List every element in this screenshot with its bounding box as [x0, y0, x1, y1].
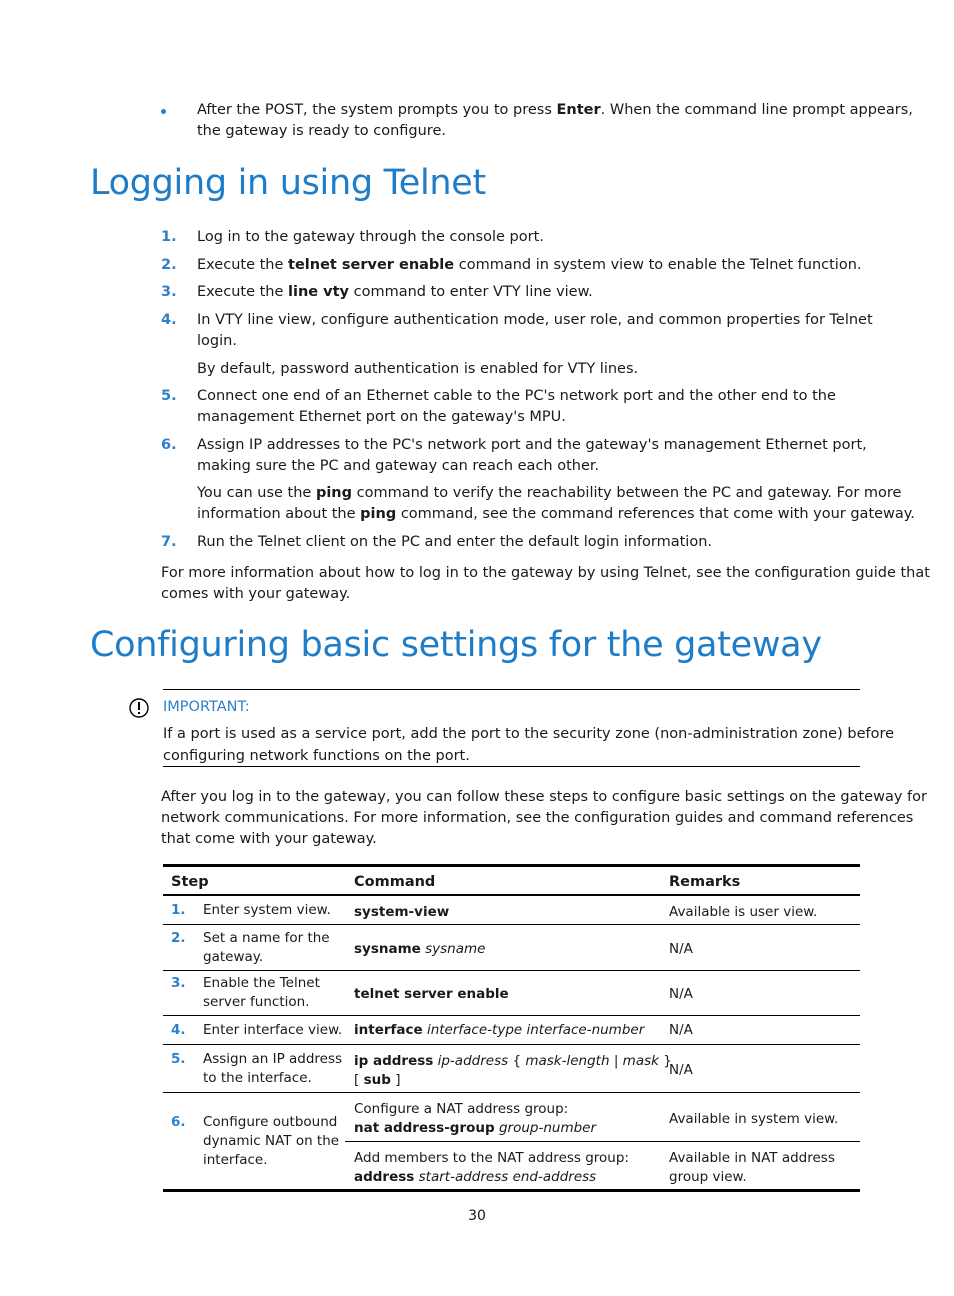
table-remarks: N/A	[669, 1062, 693, 1078]
important-bottom-rule	[163, 766, 860, 767]
table-bottom-rule	[163, 1189, 860, 1192]
table-remarks: N/A	[669, 986, 693, 1002]
important-text: If a port is used as a service port, add the port to the security zone (non-administration zone) before	[163, 726, 895, 742]
table-row-divider	[163, 1044, 860, 1045]
table-command: address start-address end-address	[354, 1169, 597, 1185]
table-subrow-divider	[345, 1141, 860, 1142]
table-remarks: N/A	[669, 941, 693, 957]
important-text: configuring network functions on the port.	[163, 748, 470, 764]
warning-icon	[128, 697, 150, 723]
important-top-rule	[163, 689, 860, 690]
step-text: management Ethernet port on the gateway's MPU.	[197, 409, 566, 425]
table-command: system-view	[354, 904, 450, 920]
table-step-text: Set a name for the	[203, 930, 330, 946]
table-row-divider	[163, 970, 860, 971]
step-note: You can use the ping command to verify the reachability between the PC and gateway. For more	[197, 485, 902, 501]
step-number: 4.	[161, 312, 177, 328]
table-step-text: Enter system view.	[203, 902, 331, 918]
table-step-text: dynamic NAT on the	[203, 1133, 340, 1149]
table-step-text: gateway.	[203, 949, 264, 965]
table-command: sysname sysname	[354, 941, 486, 957]
table-step-text: Enter interface view.	[203, 1022, 343, 1038]
step-note: By default, password authentication is enabled for VTY lines.	[197, 361, 639, 377]
step-number: 5.	[161, 388, 177, 404]
table-remarks: Available in system view.	[669, 1111, 839, 1127]
table-command: [ sub ]	[354, 1072, 401, 1088]
table-top-rule	[163, 864, 860, 867]
table-command: telnet server enable	[354, 986, 509, 1002]
important-label: IMPORTANT:	[163, 699, 250, 715]
step-text: Execute the line vty command to enter VTY line view.	[197, 284, 593, 300]
step-number: 7.	[161, 534, 177, 550]
intro-bullet-line2: the gateway is ready to configure.	[197, 123, 446, 139]
table-step-number: 2.	[171, 930, 186, 946]
table-header-step: Step	[171, 874, 209, 890]
table-remarks: Available in NAT address	[669, 1150, 835, 1166]
table-step-number: 1.	[171, 902, 186, 918]
table-row-divider	[163, 1092, 860, 1093]
table-command: ip address ip-address { mask-length | mask }	[354, 1053, 672, 1069]
table-step-number: 6.	[171, 1114, 186, 1130]
step-text: Log in to the gateway through the console port.	[197, 229, 544, 245]
step-number: 6.	[161, 437, 177, 453]
table-step-number: 5.	[171, 1051, 186, 1067]
table-command: interface interface-type interface-number	[354, 1022, 645, 1038]
section-heading-telnet: Logging in using Telnet	[90, 163, 486, 203]
telnet-footer-text: For more information about how to log in to the gateway by using Telnet, see the configuration guide that	[161, 565, 930, 581]
table-step-number: 3.	[171, 975, 186, 991]
basic-intro-text: After you log in to the gateway, you can follow these steps to configure basic settings on the gateway for	[161, 789, 927, 805]
table-command: Add members to the NAT address group:	[354, 1150, 629, 1166]
table-header-command: Command	[354, 874, 436, 890]
table-step-text: Assign an IP address	[203, 1051, 343, 1067]
step-note: information about the ping command, see the command references that come with your gateway.	[197, 506, 915, 522]
step-text: making sure the PC and gateway can reach each other.	[197, 458, 600, 474]
table-header-rule	[163, 894, 860, 896]
basic-intro-text: network communications. For more information, see the configuration guides and command references	[161, 810, 914, 826]
table-row-divider	[163, 924, 860, 925]
step-number: 2.	[161, 257, 177, 273]
step-text: login.	[197, 333, 237, 349]
step-number: 3.	[161, 284, 177, 300]
table-step-text: Configure outbound	[203, 1114, 338, 1130]
section-heading-basic-settings: Configuring basic settings for the gateway	[90, 625, 822, 665]
step-text: Execute the telnet server enable command in system view to enable the Telnet function.	[197, 257, 862, 273]
bullet-dot	[161, 109, 166, 114]
basic-intro-text: that come with your gateway.	[161, 831, 377, 847]
table-command: nat address-group group-number	[354, 1120, 597, 1136]
step-text: Connect one end of an Ethernet cable to the PC's network port and the other end to the	[197, 388, 836, 404]
telnet-footer-text: comes with your gateway.	[161, 586, 351, 602]
table-header-remarks: Remarks	[669, 874, 741, 890]
page-number: 30	[468, 1208, 486, 1224]
table-step-text: Enable the Telnet	[203, 975, 320, 991]
step-text: In VTY line view, configure authentication mode, user role, and common properties for Telnet	[197, 312, 873, 328]
step-number: 1.	[161, 229, 177, 245]
table-remarks: Available is user view.	[669, 904, 818, 920]
intro-bullet-line1: After the POST, the system prompts you to press Enter. When the command line prompt appears,	[197, 102, 913, 118]
table-command: Configure a NAT address group:	[354, 1101, 569, 1117]
table-step-number: 4.	[171, 1022, 186, 1038]
step-text: Assign IP addresses to the PC's network port and the gateway's management Ethernet port,	[197, 437, 867, 453]
table-row-divider	[163, 1015, 860, 1016]
table-step-text: server function.	[203, 994, 310, 1010]
table-step-text: interface.	[203, 1152, 268, 1168]
table-remarks: N/A	[669, 1022, 693, 1038]
step-text: Run the Telnet client on the PC and enter the default login information.	[197, 534, 712, 550]
table-step-text: to the interface.	[203, 1070, 312, 1086]
table-remarks: group view.	[669, 1169, 747, 1185]
